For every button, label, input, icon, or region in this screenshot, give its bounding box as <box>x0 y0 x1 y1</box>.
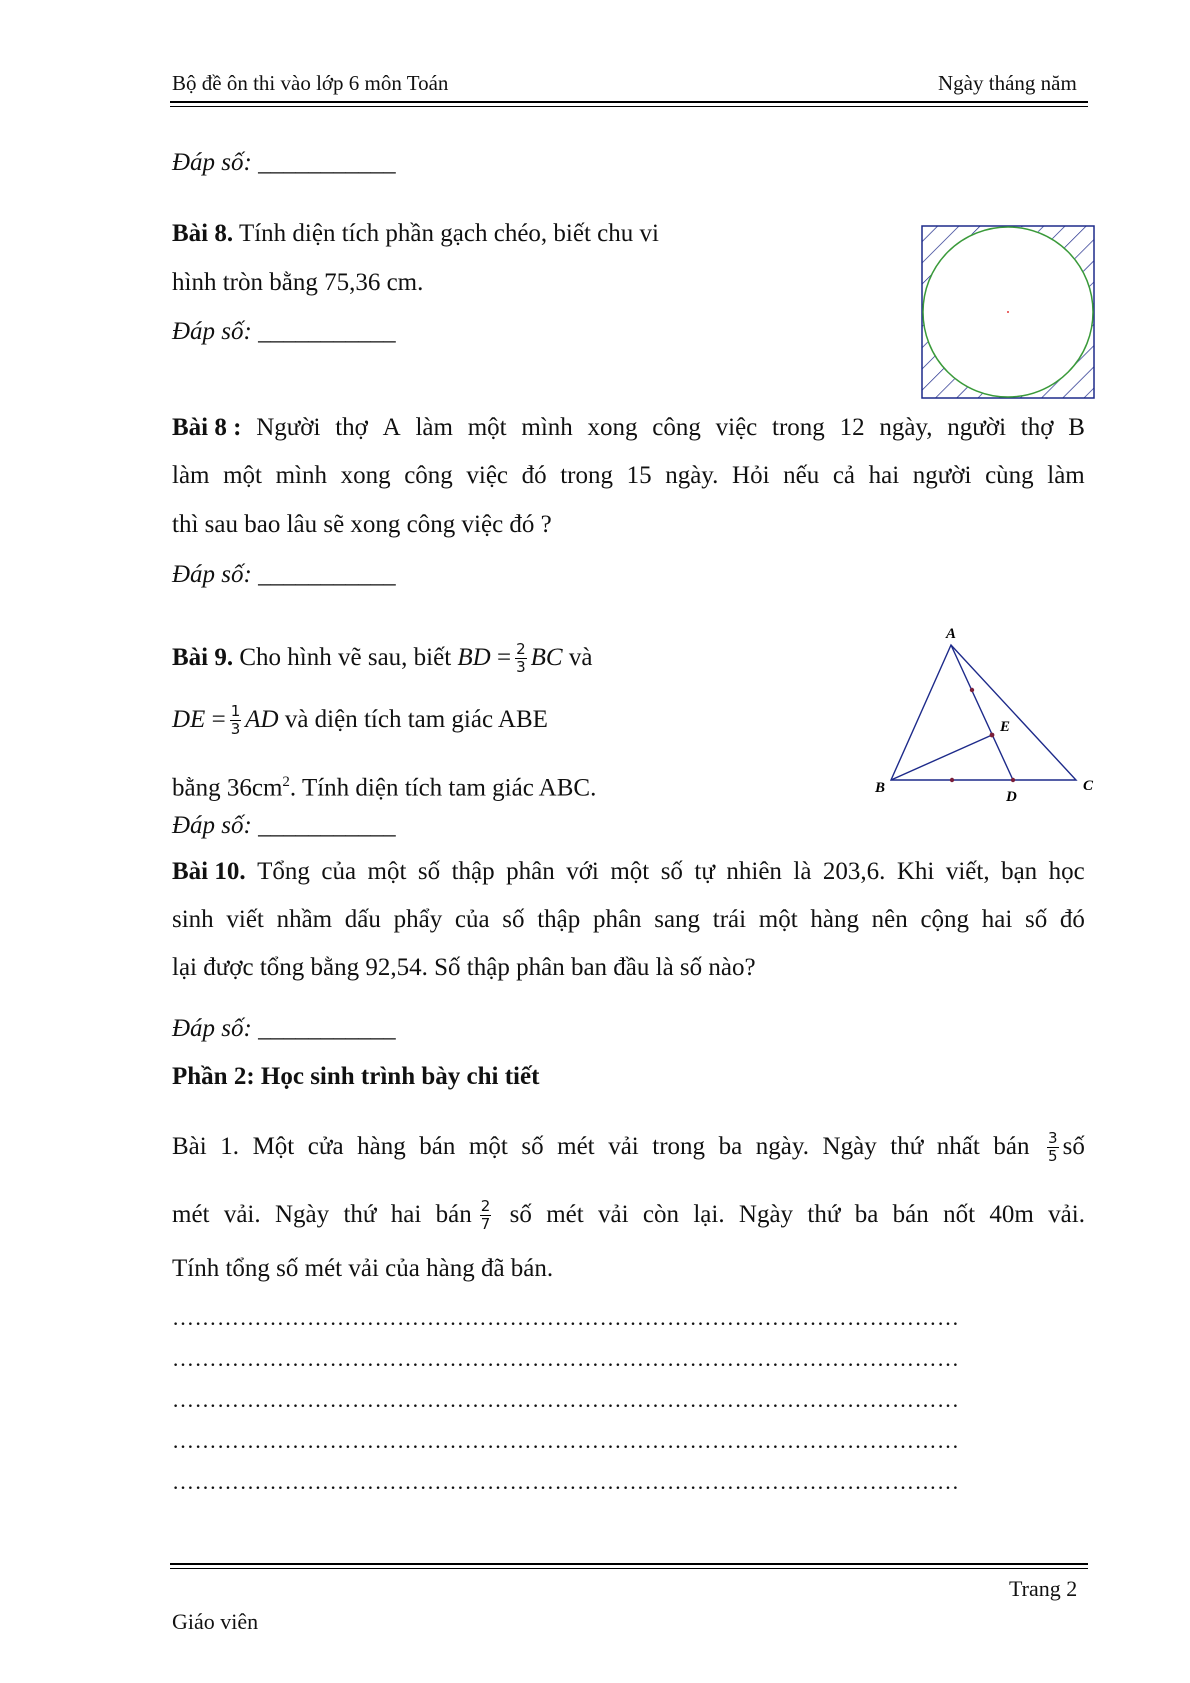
fraction-group-3-5 <box>1043 1125 1085 1169</box>
word: một <box>758 906 798 933</box>
label-a: A <box>946 626 957 642</box>
word: số <box>660 858 683 885</box>
word: trong <box>560 462 613 489</box>
bai9-text1: Cho hình vẽ sau, biết <box>239 644 452 671</box>
word: phân <box>506 858 555 885</box>
circle-center-dot <box>1007 311 1009 313</box>
word: số <box>417 858 441 885</box>
superscript-2: 2 <box>282 774 290 790</box>
header-title: Bộ đề ôn thi vào lớp 6 môn Toán <box>172 71 449 95</box>
word: nhất <box>936 1133 980 1160</box>
footer-teacher: Giáo viên <box>172 1609 259 1634</box>
word: việc <box>715 414 758 441</box>
word: số <box>502 906 525 933</box>
word: Ngày <box>822 1133 877 1160</box>
part2-bai1-line3: Tính tổng số mét vải của hàng đã bán. <box>172 1255 554 1282</box>
word: còn <box>642 1201 679 1228</box>
word: của <box>454 906 490 933</box>
word: nốt <box>943 1201 976 1228</box>
fraction-numerator: 2 <box>516 639 526 658</box>
triangle-abc-figure <box>862 620 1102 810</box>
word: cùng <box>985 462 1034 489</box>
header-rule-thick <box>170 101 1088 103</box>
word: thợ <box>335 414 368 441</box>
fraction-2-3 <box>515 639 527 676</box>
math-bd: BD <box>457 644 491 671</box>
bai8a-text1: Tính diện tích phần gạch chéo, biết chu vi <box>238 220 659 247</box>
word: mình <box>521 414 573 441</box>
writing-dot-line-5[interactable]: …………………………………………………………………………………………… <box>172 1469 960 1494</box>
math-bc: BC <box>530 644 563 671</box>
word: 40m <box>989 1201 1034 1228</box>
word: một <box>610 858 650 885</box>
word: một <box>468 1133 508 1160</box>
point-on-ad <box>970 688 974 692</box>
bai10-line1 <box>172 857 1085 887</box>
word: làm <box>172 462 210 489</box>
fraction-denominator: 3 <box>230 719 241 738</box>
word: cửa <box>307 1133 344 1160</box>
writing-dot-line-4[interactable]: …………………………………………………………………………………………… <box>172 1428 960 1453</box>
word: mét <box>557 1133 595 1160</box>
word: bán <box>435 1201 472 1228</box>
answer-label: Đáp số: <box>172 318 252 345</box>
answer-line-5 <box>172 1014 396 1044</box>
word: thứ <box>343 1201 377 1228</box>
word: làm <box>1047 462 1085 489</box>
answer-label: Đáp số: <box>172 812 252 839</box>
word: sang <box>654 906 701 933</box>
word: bán <box>419 1133 456 1160</box>
word: nếu <box>783 462 820 489</box>
word: đó <box>1059 906 1085 933</box>
word: vải. <box>1048 1201 1085 1228</box>
word: Một <box>252 1133 295 1160</box>
word: Ngày <box>274 1201 330 1228</box>
bai9-line1 <box>172 638 592 678</box>
answer-label: Đáp số: <box>172 149 252 176</box>
word: ba <box>854 1201 879 1228</box>
word: thập <box>451 858 495 885</box>
bai8a-line2: hình tròn bằng 75,36 cm. <box>172 269 424 296</box>
writing-dot-line-3[interactable]: …………………………………………………………………………………………… <box>172 1387 960 1412</box>
writing-dot-line-1[interactable]: …………………………………………………………………………………………… <box>172 1305 960 1330</box>
word: hai <box>981 906 1013 933</box>
word: nhiên <box>726 858 782 885</box>
word: hai <box>390 1201 422 1228</box>
word: A <box>382 414 401 441</box>
answer-line-1 <box>172 148 396 178</box>
word: hàng <box>810 906 859 933</box>
bai9-line3 <box>172 767 596 803</box>
word: 12 <box>839 414 865 441</box>
word: một <box>467 414 507 441</box>
bai8a-label: Bài 8. <box>172 220 234 247</box>
bai9-text2: và diện tích tam giác ABE <box>284 706 548 733</box>
fraction-3-5 <box>1047 1128 1059 1165</box>
word: vải <box>598 1201 629 1228</box>
word: lại. <box>693 1201 725 1228</box>
header-date: Ngày tháng năm <box>938 71 1077 95</box>
word: học <box>1048 858 1085 885</box>
word: mình <box>275 462 327 489</box>
word: bán <box>993 1133 1030 1160</box>
header-rule-thin <box>170 106 1088 107</box>
point-e <box>990 733 995 738</box>
word: người <box>912 462 972 489</box>
label-b: B <box>875 780 886 796</box>
word: ngày, <box>879 414 933 441</box>
bai8b-label: Bài 8 : <box>172 414 242 441</box>
word: viết <box>226 906 264 933</box>
bai8b-line2 <box>172 461 1085 491</box>
word: một <box>223 462 262 489</box>
footer-rule-thick <box>170 1563 1088 1565</box>
writing-dot-line-2[interactable]: …………………………………………………………………………………………… <box>172 1346 960 1371</box>
word: mét <box>546 1201 584 1228</box>
bai9-text3: bằng 36cm <box>172 774 283 802</box>
word: của <box>321 858 357 885</box>
word: ngày. <box>665 462 719 489</box>
word: Hỏi <box>732 462 770 489</box>
word: là <box>793 858 812 885</box>
fraction-denominator: 3 <box>516 657 526 676</box>
word: 15 <box>626 462 652 489</box>
bai10-line3: lại được tổng bằng 92,54. Số thập phân ban đầu là số nào? <box>172 954 756 981</box>
answer-blank: ___________ <box>258 1015 396 1042</box>
word: 203,6. <box>822 858 886 885</box>
fraction-2-7 <box>480 1196 492 1233</box>
word: nên <box>871 906 908 933</box>
word: B <box>1068 414 1085 441</box>
word: viết, <box>945 858 990 885</box>
word: phân <box>592 906 642 933</box>
word: trái <box>712 906 747 933</box>
word: làm <box>415 414 453 441</box>
word: phẩy <box>393 906 443 933</box>
word: số <box>509 1201 532 1228</box>
word: Tổng <box>257 858 310 885</box>
word: công <box>652 414 701 441</box>
word: dấu <box>344 906 381 933</box>
answer-line-2 <box>172 317 396 347</box>
math-de: DE <box>172 706 206 733</box>
segment-be <box>891 735 992 780</box>
word: cộng <box>920 906 970 933</box>
word: việc <box>466 462 509 489</box>
fraction-group-2-7 <box>436 1193 496 1237</box>
fraction-numerator: 2 <box>480 1196 491 1215</box>
fraction-denominator: 7 <box>480 1214 491 1233</box>
word: hàng <box>357 1133 406 1160</box>
word: vải <box>608 1133 639 1160</box>
triangle-abc <box>891 645 1076 780</box>
answer-blank: ___________ <box>258 812 396 839</box>
answer-label: Đáp số: <box>172 561 252 588</box>
word: thứ <box>890 1133 924 1160</box>
part2-bai1-line2 <box>172 1193 1085 1237</box>
word: tự <box>694 858 715 885</box>
word: vải. <box>223 1201 261 1228</box>
hatched-square-circle-figure <box>918 224 1098 400</box>
word: Ngày <box>738 1201 794 1228</box>
math-eq: = <box>211 706 226 733</box>
word: thứ <box>807 1201 841 1228</box>
word: số <box>1062 1133 1085 1160</box>
word: công <box>404 462 453 489</box>
bai8a-line1 <box>172 219 659 249</box>
fraction-numerator: 3 <box>1048 1128 1058 1147</box>
label-e: E <box>1000 719 1011 735</box>
word: đó <box>521 462 547 489</box>
word: số <box>521 1133 544 1160</box>
bai8b-line1 <box>172 413 1085 443</box>
answer-line-4 <box>172 811 396 841</box>
word: mét <box>172 1201 210 1228</box>
part2-title: Phần 2: Học sinh trình bày chi tiết <box>172 1063 540 1090</box>
word: số <box>1024 906 1048 933</box>
part2-bai1-line1 <box>172 1125 1085 1169</box>
page-number: Trang 2 <box>1009 1576 1078 1601</box>
fraction-numerator: 1 <box>230 701 241 720</box>
bai9-line2 <box>172 700 548 740</box>
bai8b-line3: thì sau bao lâu sẽ xong công việc đó ? <box>172 511 552 538</box>
word: một <box>367 858 407 885</box>
word: sinh <box>172 906 214 933</box>
word: Khi <box>896 858 935 885</box>
word: Bài <box>172 1133 207 1160</box>
word: người <box>947 414 1007 441</box>
answer-line-3 <box>172 560 396 590</box>
segment-ad <box>951 645 1013 780</box>
word: với <box>566 858 599 885</box>
point-on-bd <box>950 778 954 782</box>
word: Người <box>256 414 321 441</box>
point-d <box>1011 778 1015 782</box>
word: thập <box>537 906 581 933</box>
word: bạn <box>1001 858 1038 885</box>
word: thợ <box>1020 414 1054 441</box>
word: nhầm <box>276 906 333 933</box>
word: trong <box>772 414 825 441</box>
word: cả <box>832 462 856 489</box>
word: hai <box>868 462 900 489</box>
answer-blank: ___________ <box>258 561 396 588</box>
answer-label: Đáp số: <box>172 1015 252 1042</box>
answer-blank: ___________ <box>258 149 396 176</box>
footer-rule-thin <box>170 1568 1088 1569</box>
fraction-1-3 <box>230 701 242 738</box>
label-c: C <box>1083 778 1094 794</box>
bai9-label: Bài 9. <box>172 644 234 671</box>
word: bán <box>892 1201 929 1228</box>
bai10-line2 <box>172 905 1085 935</box>
word: xong <box>587 414 638 441</box>
word: ba <box>718 1133 743 1160</box>
bai9-text3-end: . Tính diện tích tam giác ABC. <box>289 774 597 802</box>
label-d: D <box>1006 789 1017 805</box>
bai9-and: và <box>568 644 593 671</box>
word: trong <box>652 1133 706 1160</box>
math-eq: = <box>496 644 512 671</box>
word: xong <box>340 462 391 489</box>
word: ngày. <box>755 1133 809 1160</box>
fraction-denominator: 5 <box>1048 1146 1058 1165</box>
bai10-label: Bài 10. <box>172 858 246 885</box>
math-ad: AD <box>245 706 279 733</box>
word: 1. <box>220 1133 240 1160</box>
answer-blank: ___________ <box>258 318 396 345</box>
